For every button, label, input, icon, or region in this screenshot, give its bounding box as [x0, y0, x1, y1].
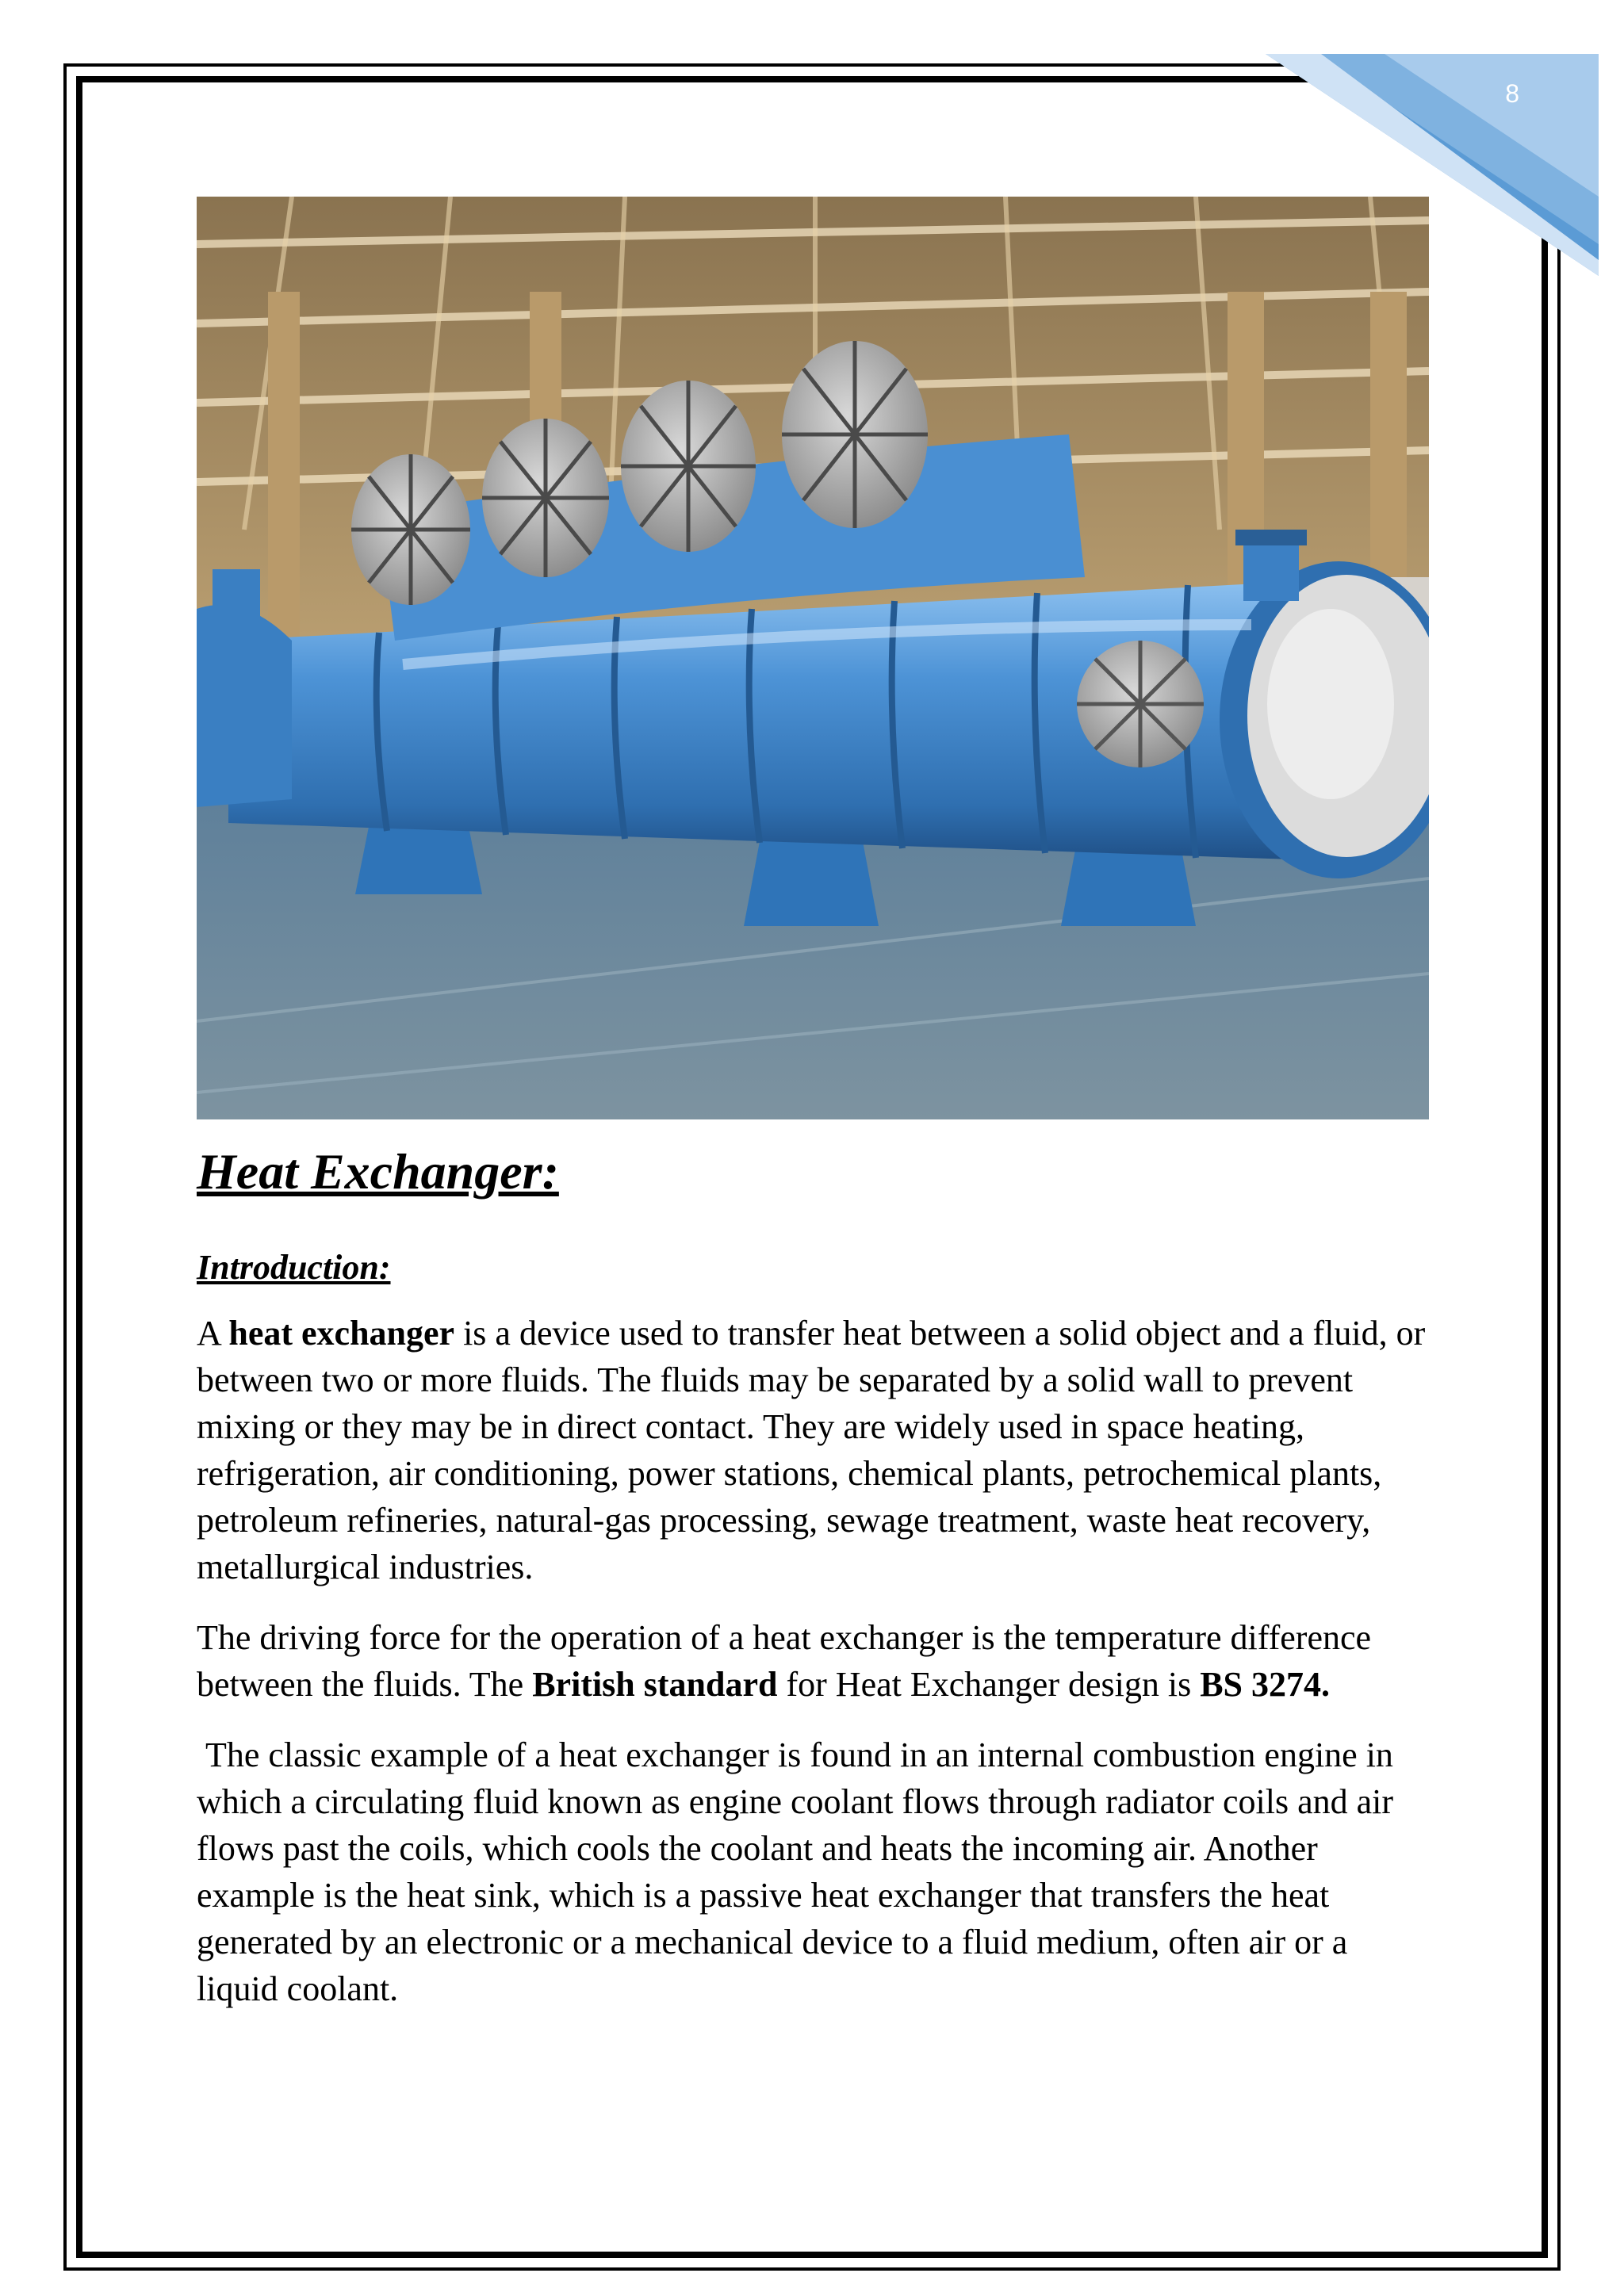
paragraph-bold-term: heat exchanger — [228, 1313, 455, 1353]
page-title: Heat Exchanger: — [197, 1143, 559, 1200]
document-body — [197, 1142, 1429, 2036]
paragraph-bold-term: British standard — [532, 1664, 778, 1704]
paragraph-text: for Heat Exchanger design is — [777, 1664, 1201, 1704]
paragraph-driving-force — [197, 1614, 1429, 1708]
paragraph-text: is a device used to transfer heat between a solid object and a fluid, or between two or more fluids. The fluids may be separated by a solid wall to prevent mixing or they may be in direct contact. They are widely used in space heating, refrigeration, air conditioning, power stations, chemical plants, petrochemical plants, petroleum refineries, natural-gas processing, sewage treatment, waste heat recovery, metallurgical industries. — [197, 1313, 1426, 1586]
paragraph-bold-term: BS 3274. — [1200, 1664, 1331, 1704]
paragraph-classic-example — [197, 1732, 1429, 2012]
paragraph-text: A — [197, 1313, 229, 1353]
page-number: 8 — [1505, 79, 1519, 108]
heat-exchanger-illustration — [197, 197, 1429, 1119]
heat-exchanger-photo — [197, 197, 1429, 1119]
paragraph-text: The classic example of a heat exchanger is found in an internal combustion engine in which a circulating fluid known as engine coolant flows through radiator coils and air flows past the coils, which cools the coolant and heats the incoming air. Another example is the heat sink, which is a passive heat exchanger that transfers the heat generated by an electronic or a mechanical device to a fluid medium, often air or a liquid coolant. — [197, 1735, 1403, 2008]
section-subtitle: Introduction: — [197, 1247, 391, 1287]
paragraph-introduction — [197, 1310, 1429, 1590]
paragraph-text: The driving force for the operation of a heat exchanger is the temperature difference between the fluids. The — [197, 1617, 1372, 1704]
